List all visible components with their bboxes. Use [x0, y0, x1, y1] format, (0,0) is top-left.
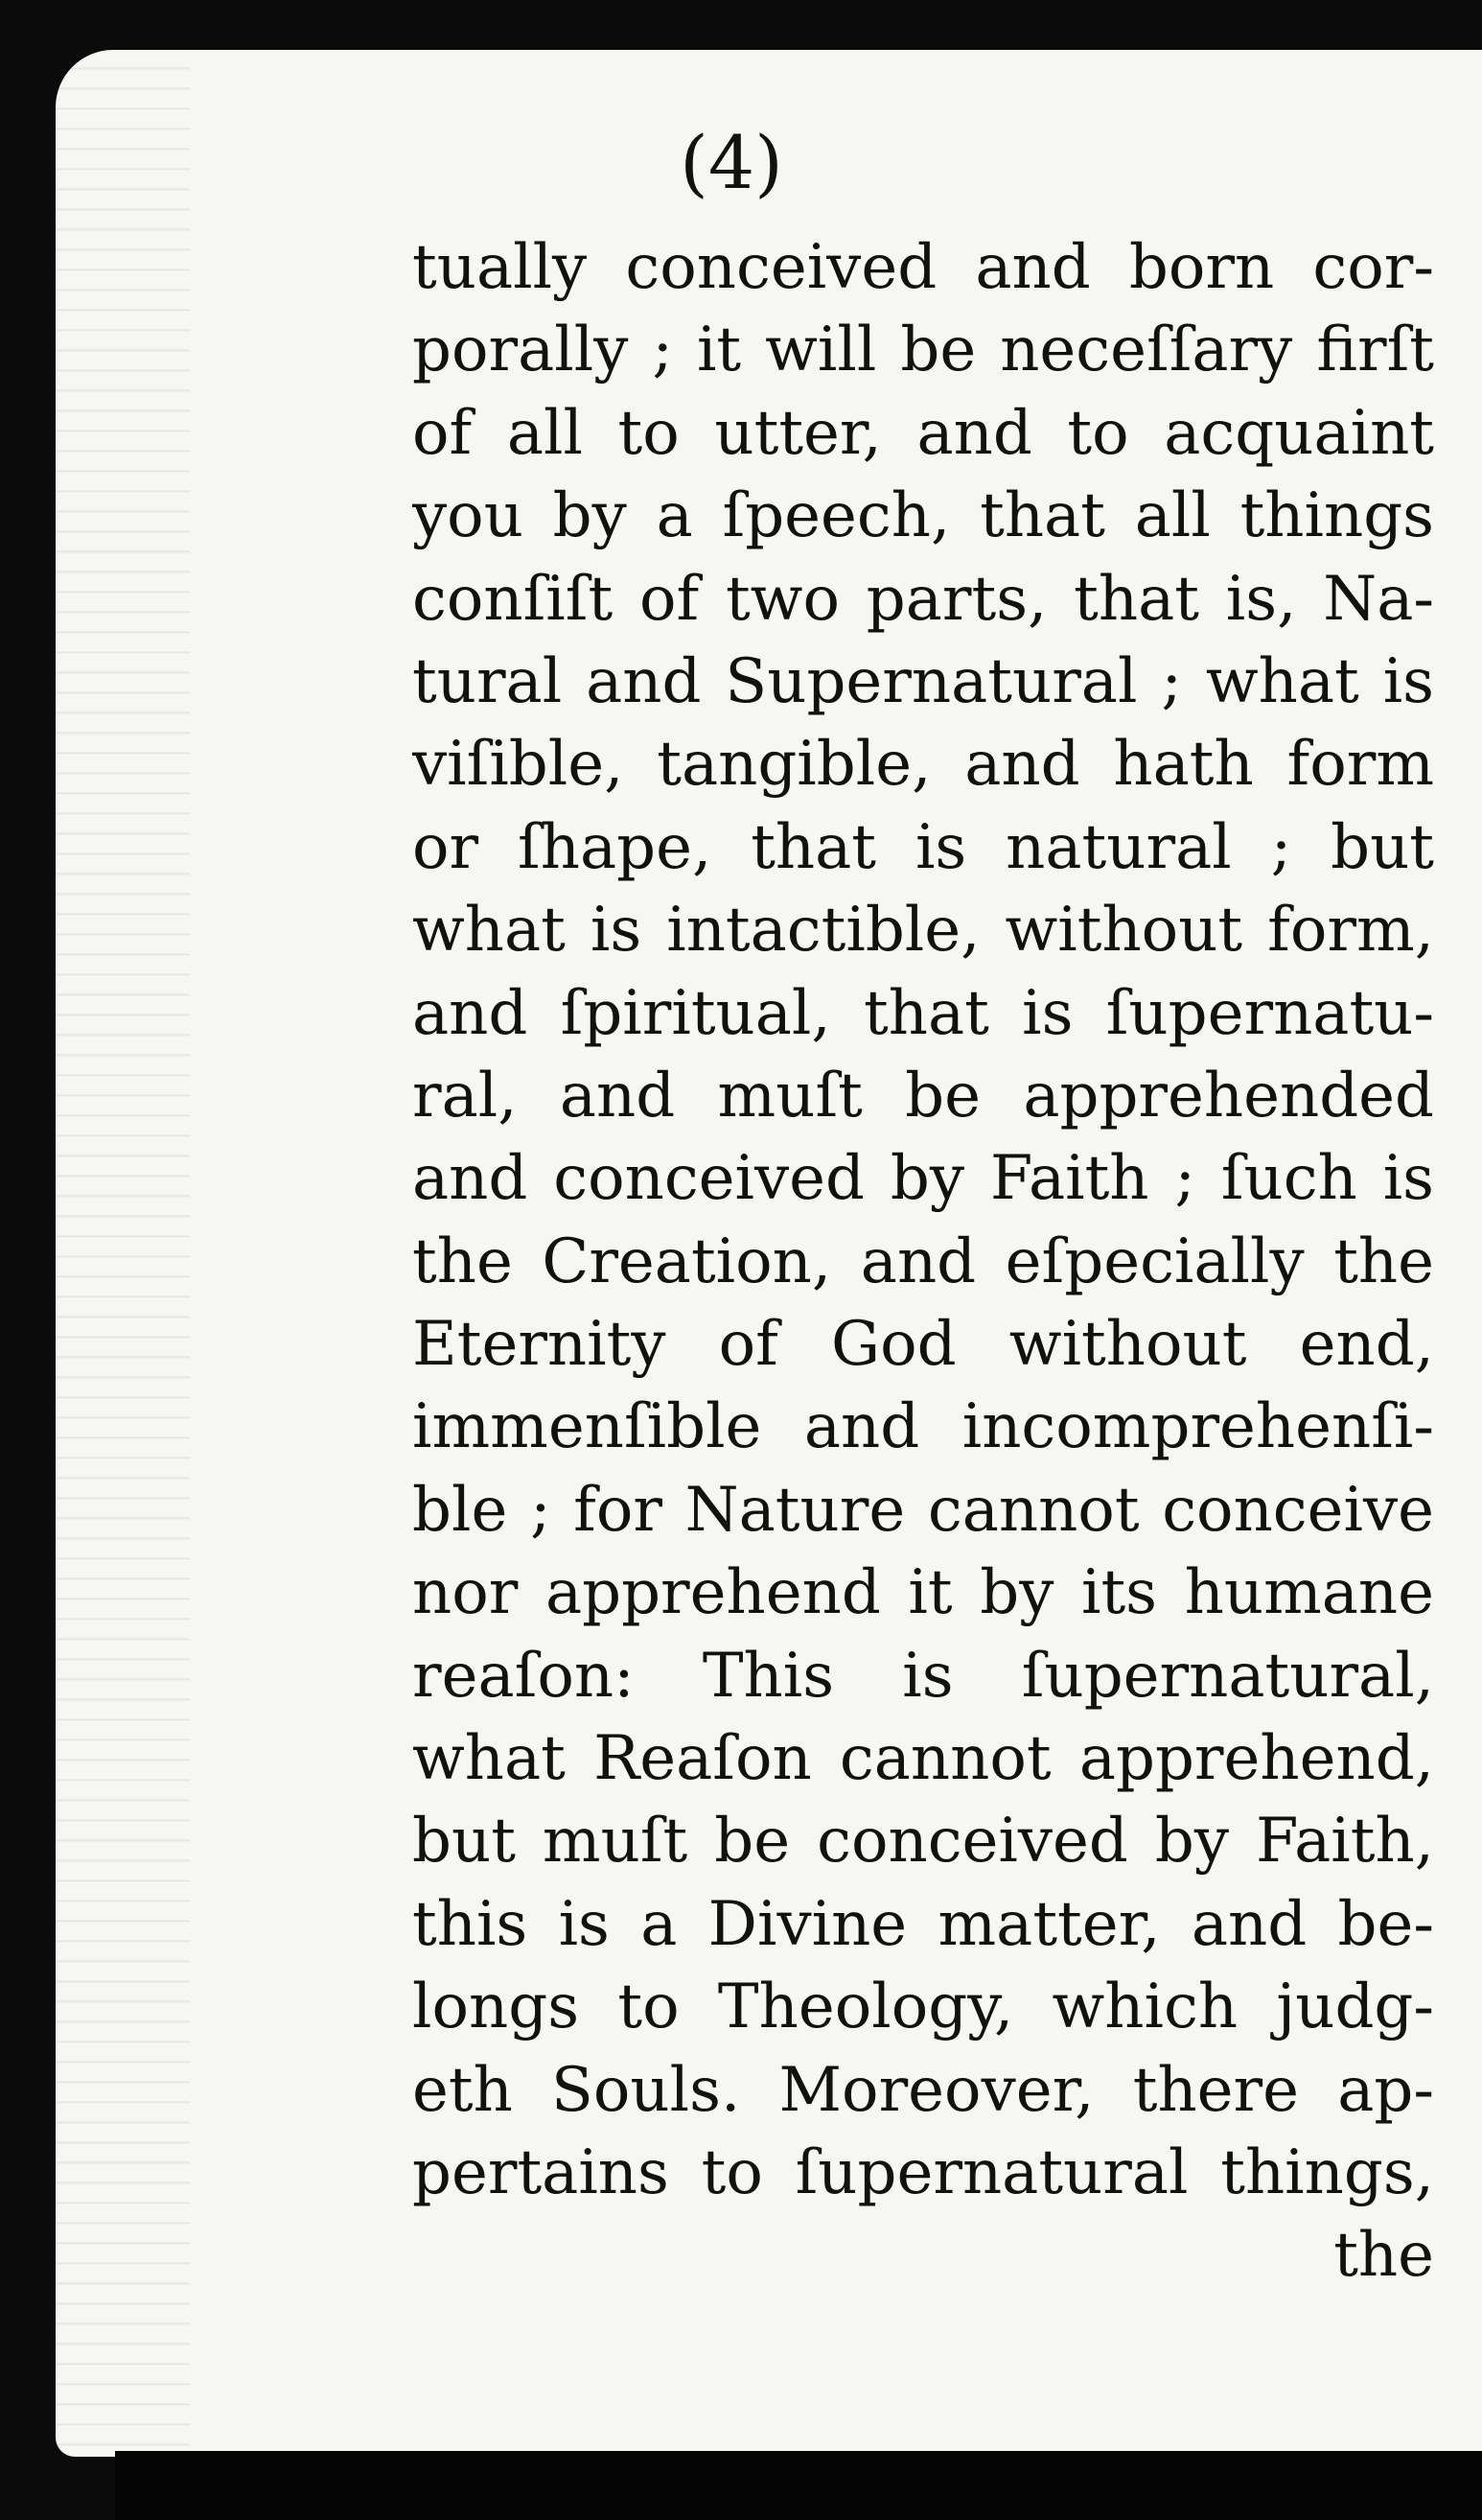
text-line: what Reaſon cannot apprehend, [412, 1723, 1434, 1795]
text-line: reaſon: This is ſupernatural, [412, 1640, 1434, 1712]
body-text [412, 226, 1434, 2298]
text-line: tually conceived and born cor- [412, 232, 1434, 303]
text-line: this is a Divine matter, and be- [412, 1888, 1434, 1960]
text-line: eth Souls. Moreover, there ap- [412, 2054, 1434, 2126]
text-line: and ſpiritual, that is ſupernatu- [412, 977, 1434, 1049]
text-line: the Creation, and eſpecially the [412, 1225, 1434, 1297]
text-line: longs to Theology, which judg- [412, 1972, 1434, 2043]
text-line: porally ; it will be neceſſary firſt [412, 315, 1434, 386]
text-line: ble ; for Nature cannot conceive [412, 1474, 1434, 1546]
text-line: ral, and muſt be apprehended [412, 1060, 1434, 1132]
catchword: the [1333, 2220, 1434, 2292]
text-line: or ſhape, that is natural ; but [412, 811, 1434, 883]
text-line: pertains to ſupernatural things, [412, 2136, 1434, 2208]
text-line: immenſible and incomprehenſi- [412, 1391, 1434, 1463]
page-gutter-edge [56, 50, 190, 2457]
text-line: you by a ſpeech, that all things [412, 480, 1434, 552]
text-line: of all to utter, and to acquaint [412, 397, 1434, 469]
text-line: Eternity of God without end, [412, 1309, 1434, 1381]
page-number-text: (4) [680, 120, 783, 205]
text-line: and conceived by Faith ; ſuch is [412, 1143, 1434, 1215]
text-line: but muſt be conceived by Faith, [412, 1806, 1434, 1878]
page-number [0, 120, 1482, 205]
text-line: conſiſt of two parts, that is, Na- [412, 563, 1434, 635]
text-line: what is intactible, without form, [412, 895, 1434, 967]
scan-bottom-border [115, 2451, 1482, 2520]
text-line: nor apprehend it by its humane [412, 1557, 1434, 1629]
text-line: viſible, tangible, and hath form [412, 729, 1434, 801]
text-line: tural and Supernatural ; what is [412, 645, 1434, 717]
